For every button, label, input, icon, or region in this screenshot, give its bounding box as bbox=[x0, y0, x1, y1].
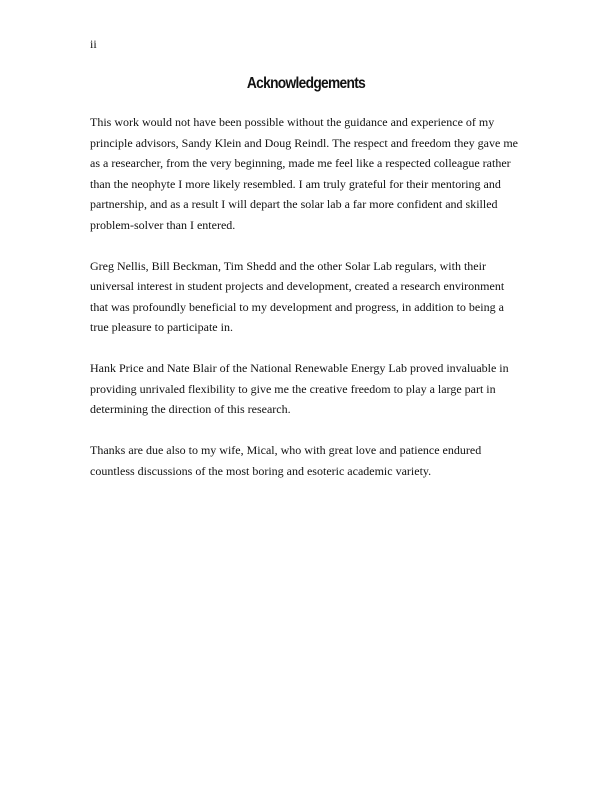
text-line: determining the direction of this research. bbox=[90, 402, 291, 416]
text-line: true pleasure to participate in. bbox=[90, 320, 233, 334]
text-line: principle advisors, Sandy Klein and Doug Reindl. The respect and freedom they gave me bbox=[90, 135, 518, 150]
paragraph-advisors bbox=[90, 112, 530, 235]
page-number: ii bbox=[90, 37, 97, 51]
acknowledgements-body bbox=[90, 112, 530, 502]
text-line: than the neophyte I more likely resembled. I am truly grateful for their mentoring and bbox=[90, 176, 501, 191]
text-line: as a researcher, from the very beginning, made me feel like a respected colleague rather bbox=[90, 156, 511, 170]
page-title: Acknowledgements bbox=[246, 75, 366, 92]
text-line: problem-solver than I entered. bbox=[90, 217, 236, 232]
text-line: This work would not have been possible without the guidance and experience of my bbox=[90, 115, 495, 129]
text-line: Hank Price and Nate Blair of the National Renewable Energy Lab proved invaluable in bbox=[90, 361, 509, 375]
paragraph-solar-lab bbox=[90, 256, 530, 338]
text-line: providing unrivaled flexibility to give me the creative freedom to play a large part in bbox=[90, 381, 496, 396]
text-line: partnership, and as a result I will depart the solar lab a far more confident and skilled bbox=[90, 197, 498, 211]
text-line: countless discussions of the most boring and esoteric academic variety. bbox=[90, 463, 432, 478]
text-line: Thanks are due also to my wife, Mical, who with great love and patience endured bbox=[90, 443, 482, 457]
paragraph-family bbox=[90, 440, 530, 481]
text-line: Greg Nellis, Bill Beckman, Tim Shedd and the other Solar Lab regulars, with their bbox=[90, 258, 486, 273]
paragraph-nrel bbox=[90, 358, 530, 420]
text-line: universal interest in student projects and development, created a research environment bbox=[90, 279, 505, 293]
text-line: that was profoundly beneficial to my development and progress, in addition to being a bbox=[90, 299, 504, 314]
